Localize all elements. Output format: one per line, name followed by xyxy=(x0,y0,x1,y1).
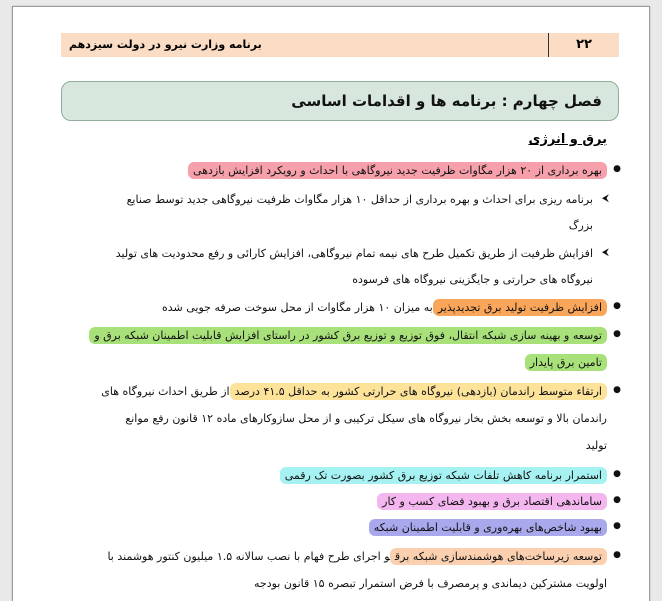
highlighted-text: ارتقاء متوسط راندمان (بازدهی) نیروگاه های حرارتی کشور به حداقل ۴۱.۵ درصد xyxy=(230,383,607,400)
bullet-item-4-cont2: تولید xyxy=(585,439,607,452)
document-page xyxy=(12,6,650,601)
page-number: ۲۲ xyxy=(548,33,619,57)
bullet-item-5 xyxy=(47,469,607,482)
sub-item-1: ⮜ برنامه ریزی برای احداث و بهره برداری از حداقل ۱۰ هزار مگاوات ظرفیت نیروگاهی جدید توسط صنایع xyxy=(57,193,593,206)
item-text: و اجرای طرح فهام با نصب سالانه ۱.۵ میلیون کنتور هوشمند با xyxy=(107,550,390,563)
page-header xyxy=(61,33,619,57)
sub-item-2-cont: نیروگاه های حرارتی و جایگزینی نیروگاه های فرسوده xyxy=(352,273,593,286)
header-title: برنامه وزارت نیرو در دولت سیزدهم xyxy=(69,38,262,51)
section-title: برق و انرژی xyxy=(528,132,607,147)
bullet-item-6 xyxy=(47,495,607,508)
bullet-item-3 xyxy=(47,329,607,342)
bullet-item-2 xyxy=(47,301,607,314)
bullet-item-7 xyxy=(47,521,607,534)
item-text: به میزان ۱۰ هزار مگاوات از محل سوخت صرفه جویی شده xyxy=(162,301,433,314)
bullet-item-3-cont xyxy=(47,356,607,369)
bullet-item-4-cont: راندمان بالا و توسعه بخش بخار نیروگاه های سیکل ترکیبی و از محل سازوکارهای ماده ۱۲ قانون رفع موانع xyxy=(125,412,607,425)
highlighted-text: توسعه و بهینه سازی شبکه انتقال، فوق توزیع و توزیع برق کشور در راستای افزایش قابلیت اطمینان شبکه برق و xyxy=(89,327,607,344)
highlighted-text: بهبود شاخص‌های بهره‌وری و قابلیت اطمینان شبکه xyxy=(369,519,607,536)
highlighted-text: استمرار برنامه کاهش تلفات شبکه توزیع برق کشور بصورت تک رقمی xyxy=(280,467,607,484)
item-text: از طریق احداث نیروگاه های xyxy=(101,385,230,398)
highlighted-text: ساماندهی اقتصاد برق و بهبود فضای کسب و کار xyxy=(377,493,607,510)
sub-item-1-cont: بزرگ xyxy=(568,219,593,232)
bullet-item-1 xyxy=(47,164,607,177)
chapter-title: فصل چهارم : برنامه ها و اقدامات اساسی xyxy=(291,92,602,110)
bullet-item-8-cont: اولویت مشترکین دیماندی و پرمصرف با فرض استمرار تبصره ۱۵ قانون بودجه xyxy=(254,577,607,590)
highlighted-text: تامین برق پایدار xyxy=(525,354,607,371)
highlighted-text: توسعه زیرساخت‌های هوشمندسازی شبکه برق xyxy=(390,548,607,565)
highlighted-text: بهره برداری از ۲۰ هزار مگاوات ظرفیت جدید نیروگاهی با احداث و رویکرد افزایش بازدهی xyxy=(188,162,607,179)
bullet-item-4 xyxy=(47,385,607,398)
bullet-item-8 xyxy=(47,550,607,563)
sub-item-2: ⮜ افزایش ظرفیت از طریق تکمیل طرح های نیمه تمام نیروگاهی، افزایش کارائی و رفع محدودیت های تولید xyxy=(57,247,593,260)
chapter-title-box xyxy=(61,81,619,121)
highlighted-text: افزایش ظرفیت تولید برق تجدیدپذیر xyxy=(433,299,607,316)
